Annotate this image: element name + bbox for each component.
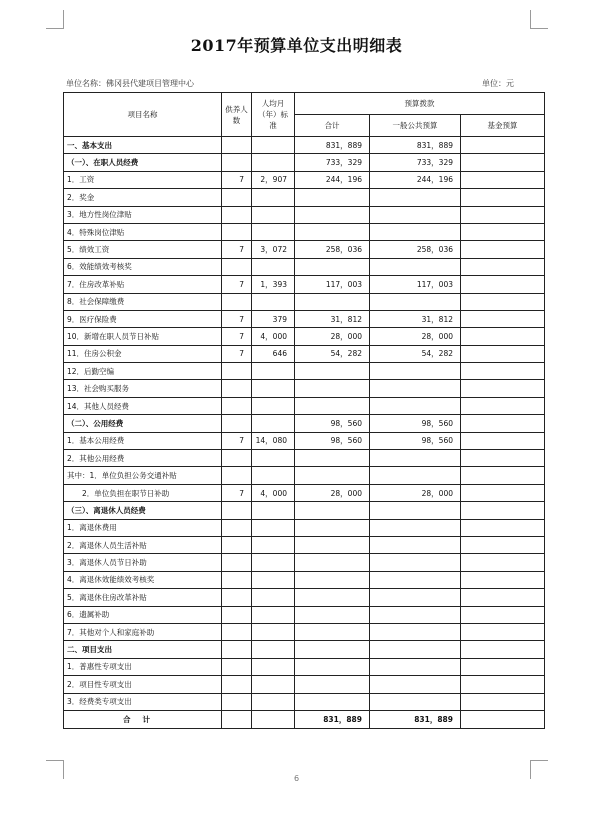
fund-budget-cell bbox=[461, 380, 545, 397]
table-row bbox=[64, 189, 545, 206]
header-fund-budget: 基金预算 bbox=[461, 115, 545, 137]
standard-cell bbox=[252, 502, 295, 519]
fund-budget-cell bbox=[461, 345, 545, 362]
standard-cell bbox=[252, 676, 295, 693]
fund-budget-cell bbox=[461, 658, 545, 675]
general-budget-cell: 28，000 bbox=[370, 484, 461, 501]
general-budget-cell: 733，329 bbox=[370, 154, 461, 171]
general-budget-cell: 831，889 bbox=[370, 137, 461, 154]
total-cell bbox=[295, 623, 370, 640]
fund-budget-cell bbox=[461, 519, 545, 536]
item-name-cell: 7．住房改革补贴 bbox=[64, 276, 222, 293]
table-row bbox=[64, 467, 545, 484]
staff-count-cell bbox=[222, 658, 252, 675]
crop-mark-top-right bbox=[530, 10, 548, 29]
general-budget-cell bbox=[370, 189, 461, 206]
item-name-cell: 5．绩效工资 bbox=[64, 241, 222, 258]
general-budget-cell bbox=[370, 502, 461, 519]
standard-cell bbox=[252, 293, 295, 310]
fund-budget-cell bbox=[461, 415, 545, 432]
general-budget-cell bbox=[370, 467, 461, 484]
table-row bbox=[64, 258, 545, 275]
budget-table bbox=[63, 92, 545, 729]
header-staff-count: 供养人数 bbox=[222, 93, 252, 137]
staff-count-cell bbox=[222, 397, 252, 414]
item-name-cell: 8．社会保障缴费 bbox=[64, 293, 222, 310]
fund-budget-cell bbox=[461, 484, 545, 501]
table-row bbox=[64, 276, 545, 293]
staff-count-cell: 7 bbox=[222, 171, 252, 188]
staff-count-cell bbox=[222, 606, 252, 623]
staff-count-cell: 7 bbox=[222, 484, 252, 501]
table-row bbox=[64, 328, 545, 345]
standard-cell bbox=[252, 554, 295, 571]
table-row bbox=[64, 154, 545, 171]
general-budget-cell: 258，036 bbox=[370, 241, 461, 258]
fund-budget-cell bbox=[461, 606, 545, 623]
staff-count-cell bbox=[222, 554, 252, 571]
total-standard-cell bbox=[252, 710, 295, 728]
fund-budget-cell bbox=[461, 641, 545, 658]
staff-count-cell bbox=[222, 467, 252, 484]
general-budget-cell bbox=[370, 293, 461, 310]
item-name-cell: 二、项目支出 bbox=[64, 641, 222, 658]
staff-count-cell bbox=[222, 693, 252, 710]
table-row bbox=[64, 397, 545, 414]
item-name-cell: 14．其他人员经费 bbox=[64, 397, 222, 414]
total-cell bbox=[295, 397, 370, 414]
fund-budget-cell bbox=[461, 258, 545, 275]
item-name-cell: 6．遗属补助 bbox=[64, 606, 222, 623]
staff-count-cell: 7 bbox=[222, 432, 252, 449]
table-header bbox=[64, 93, 545, 137]
general-budget-cell bbox=[370, 397, 461, 414]
page-number: 6 bbox=[293, 774, 300, 783]
staff-count-cell: 7 bbox=[222, 328, 252, 345]
total-cell: 831，889 bbox=[295, 137, 370, 154]
fund-budget-cell bbox=[461, 206, 545, 223]
general-budget-cell bbox=[370, 658, 461, 675]
fund-budget-cell bbox=[461, 467, 545, 484]
staff-count-cell bbox=[222, 589, 252, 606]
total-cell bbox=[295, 380, 370, 397]
standard-cell bbox=[252, 658, 295, 675]
standard-cell bbox=[252, 189, 295, 206]
fund-budget-cell bbox=[461, 554, 545, 571]
total-cell bbox=[295, 676, 370, 693]
item-name-cell: 7．其他对个人和家庭补助 bbox=[64, 623, 222, 640]
header-item-name: 项目名称 bbox=[64, 93, 222, 137]
item-name-cell: （三）、离退休人员经费 bbox=[64, 502, 222, 519]
standard-cell bbox=[252, 380, 295, 397]
total-cell bbox=[295, 293, 370, 310]
total-cell: 54，282 bbox=[295, 345, 370, 362]
unit-currency: 单位：元 bbox=[482, 79, 514, 88]
staff-count-cell bbox=[222, 293, 252, 310]
table-row bbox=[64, 137, 545, 154]
general-budget-cell: 54，282 bbox=[370, 345, 461, 362]
item-name-cell: 2．奖金 bbox=[64, 189, 222, 206]
staff-count-cell bbox=[222, 450, 252, 467]
general-budget-cell bbox=[370, 450, 461, 467]
total-cell bbox=[295, 223, 370, 240]
staff-count-cell bbox=[222, 154, 252, 171]
general-budget-cell bbox=[370, 554, 461, 571]
item-name-cell: 6．效能绩效考核奖 bbox=[64, 258, 222, 275]
standard-cell: 4，000 bbox=[252, 484, 295, 501]
general-budget-cell bbox=[370, 606, 461, 623]
standard-cell bbox=[252, 606, 295, 623]
item-name-cell: 3．地方性岗位津贴 bbox=[64, 206, 222, 223]
table-row bbox=[64, 450, 545, 467]
standard-cell: 646 bbox=[252, 345, 295, 362]
staff-count-cell bbox=[222, 258, 252, 275]
table-row bbox=[64, 693, 545, 710]
staff-count-cell bbox=[222, 137, 252, 154]
staff-count-cell bbox=[222, 571, 252, 588]
table-body bbox=[64, 137, 545, 711]
total-cell bbox=[295, 450, 370, 467]
standard-cell bbox=[252, 623, 295, 640]
standard-cell bbox=[252, 154, 295, 171]
fund-budget-cell bbox=[461, 276, 545, 293]
item-name-cell: 3．经费类专项支出 bbox=[64, 693, 222, 710]
general-budget-cell bbox=[370, 623, 461, 640]
item-name-cell: 4．特殊岗位津贴 bbox=[64, 223, 222, 240]
total-cell bbox=[295, 571, 370, 588]
item-name-cell: 2．其他公用经费 bbox=[64, 450, 222, 467]
item-name-cell: 4．离退休效能绩效考核奖 bbox=[64, 571, 222, 588]
total-cell bbox=[295, 258, 370, 275]
table-row bbox=[64, 293, 545, 310]
fund-budget-cell bbox=[461, 310, 545, 327]
total-fund-cell bbox=[461, 710, 545, 728]
item-name-cell: 3．离退休人员节日补助 bbox=[64, 554, 222, 571]
standard-cell bbox=[252, 415, 295, 432]
item-name-cell: 5．离退休住房改革补贴 bbox=[64, 589, 222, 606]
staff-count-cell bbox=[222, 502, 252, 519]
header-total: 合计 bbox=[295, 115, 370, 137]
total-cell bbox=[295, 536, 370, 553]
page-title: 2017年预算单位支出明细表 bbox=[190, 36, 403, 55]
table-row bbox=[64, 658, 545, 675]
standard-cell bbox=[252, 693, 295, 710]
staff-count-cell bbox=[222, 676, 252, 693]
staff-count-cell: 7 bbox=[222, 345, 252, 362]
table-row bbox=[64, 554, 545, 571]
fund-budget-cell bbox=[461, 363, 545, 380]
staff-count-cell bbox=[222, 641, 252, 658]
total-cell bbox=[295, 658, 370, 675]
staff-count-cell bbox=[222, 536, 252, 553]
fund-budget-cell bbox=[461, 450, 545, 467]
fund-budget-cell bbox=[461, 536, 545, 553]
item-name-cell: 12．后勤空编 bbox=[64, 363, 222, 380]
fund-budget-cell bbox=[461, 502, 545, 519]
total-cell bbox=[295, 467, 370, 484]
table-row bbox=[64, 502, 545, 519]
fund-budget-cell bbox=[461, 676, 545, 693]
total-cell: 733，329 bbox=[295, 154, 370, 171]
total-cell: 31，812 bbox=[295, 310, 370, 327]
total-cell: 98，560 bbox=[295, 432, 370, 449]
general-budget-cell bbox=[370, 206, 461, 223]
standard-cell bbox=[252, 137, 295, 154]
standard-cell bbox=[252, 397, 295, 414]
fund-budget-cell bbox=[461, 241, 545, 258]
unit-name: 单位名称：佛冈县代建项目管理中心 bbox=[66, 79, 194, 88]
item-name-cell: 2．离退休人员生活补贴 bbox=[64, 536, 222, 553]
general-budget-cell bbox=[370, 223, 461, 240]
table-row bbox=[64, 171, 545, 188]
total-cell bbox=[295, 502, 370, 519]
general-budget-cell: 98，560 bbox=[370, 415, 461, 432]
total-label: 合计 bbox=[64, 710, 222, 728]
general-budget-cell bbox=[370, 363, 461, 380]
total-cell bbox=[295, 606, 370, 623]
total-cell bbox=[295, 554, 370, 571]
total-amount: 831，889 bbox=[295, 710, 370, 728]
table-row bbox=[64, 432, 545, 449]
header-per-month-standard: 人均月（年）标准 bbox=[252, 93, 295, 137]
staff-count-cell: 7 bbox=[222, 276, 252, 293]
staff-count-cell bbox=[222, 519, 252, 536]
item-name-cell: 2．项目性专项支出 bbox=[64, 676, 222, 693]
item-name-cell: 11．住房公积金 bbox=[64, 345, 222, 362]
table-row bbox=[64, 345, 545, 362]
table-row bbox=[64, 589, 545, 606]
standard-cell bbox=[252, 450, 295, 467]
total-cell bbox=[295, 589, 370, 606]
total-row bbox=[64, 710, 545, 728]
standard-cell bbox=[252, 519, 295, 536]
item-name-cell: 1．普惠性专项支出 bbox=[64, 658, 222, 675]
standard-cell: 379 bbox=[252, 310, 295, 327]
general-budget-cell bbox=[370, 693, 461, 710]
fund-budget-cell bbox=[461, 623, 545, 640]
unit-info-line bbox=[66, 78, 544, 90]
fund-budget-cell bbox=[461, 693, 545, 710]
standard-cell bbox=[252, 363, 295, 380]
staff-count-cell bbox=[222, 189, 252, 206]
general-budget-cell bbox=[370, 536, 461, 553]
standard-cell bbox=[252, 467, 295, 484]
fund-budget-cell bbox=[461, 328, 545, 345]
standard-cell bbox=[252, 571, 295, 588]
fund-budget-cell bbox=[461, 189, 545, 206]
general-budget-cell bbox=[370, 571, 461, 588]
staff-count-cell: 7 bbox=[222, 241, 252, 258]
item-name-cell: 10．新增在职人员节日补贴 bbox=[64, 328, 222, 345]
standard-cell: 2，907 bbox=[252, 171, 295, 188]
total-cell: 117，003 bbox=[295, 276, 370, 293]
fund-budget-cell bbox=[461, 137, 545, 154]
total-cell bbox=[295, 206, 370, 223]
item-name-cell: 1．工资 bbox=[64, 171, 222, 188]
total-cell bbox=[295, 363, 370, 380]
staff-count-cell bbox=[222, 623, 252, 640]
fund-budget-cell bbox=[461, 589, 545, 606]
standard-cell: 14，080 bbox=[252, 432, 295, 449]
item-name-cell: 1．基本公用经费 bbox=[64, 432, 222, 449]
table-row bbox=[64, 606, 545, 623]
general-budget-cell: 28，000 bbox=[370, 328, 461, 345]
table-row bbox=[64, 623, 545, 640]
table-row bbox=[64, 641, 545, 658]
standard-cell bbox=[252, 641, 295, 658]
total-cell: 244，196 bbox=[295, 171, 370, 188]
table-row bbox=[64, 676, 545, 693]
item-name-cell: （一）、在职人员经费 bbox=[64, 154, 222, 171]
table-row bbox=[64, 536, 545, 553]
staff-count-cell bbox=[222, 380, 252, 397]
standard-cell: 3，072 bbox=[252, 241, 295, 258]
standard-cell bbox=[252, 206, 295, 223]
staff-count-cell bbox=[222, 363, 252, 380]
standard-cell bbox=[252, 223, 295, 240]
general-budget-cell: 98，560 bbox=[370, 432, 461, 449]
total-general-amount: 831，889 bbox=[370, 710, 461, 728]
fund-budget-cell bbox=[461, 432, 545, 449]
general-budget-cell bbox=[370, 258, 461, 275]
table-row bbox=[64, 380, 545, 397]
total-cell bbox=[295, 189, 370, 206]
general-budget-cell bbox=[370, 519, 461, 536]
table-row bbox=[64, 206, 545, 223]
staff-count-cell bbox=[222, 223, 252, 240]
standard-cell bbox=[252, 589, 295, 606]
standard-cell: 1，393 bbox=[252, 276, 295, 293]
table-row bbox=[64, 223, 545, 240]
general-budget-cell: 31，812 bbox=[370, 310, 461, 327]
header-budget-amount: 预算拨款 bbox=[295, 93, 545, 115]
item-name-cell: 9．医疗保险费 bbox=[64, 310, 222, 327]
general-budget-cell bbox=[370, 641, 461, 658]
total-cell: 258，036 bbox=[295, 241, 370, 258]
fund-budget-cell bbox=[461, 154, 545, 171]
item-name-cell: （二）、公用经费 bbox=[64, 415, 222, 432]
table-row bbox=[64, 571, 545, 588]
general-budget-cell: 244，196 bbox=[370, 171, 461, 188]
item-name-cell: 2．单位负担在职节日补助 bbox=[64, 484, 222, 501]
fund-budget-cell bbox=[461, 293, 545, 310]
table-row bbox=[64, 363, 545, 380]
table-row bbox=[64, 519, 545, 536]
general-budget-cell bbox=[370, 676, 461, 693]
item-name-cell: 一、基本支出 bbox=[64, 137, 222, 154]
general-budget-cell bbox=[370, 380, 461, 397]
standard-cell: 4，000 bbox=[252, 328, 295, 345]
total-cell bbox=[295, 641, 370, 658]
fund-budget-cell bbox=[461, 397, 545, 414]
fund-budget-cell bbox=[461, 171, 545, 188]
staff-count-cell bbox=[222, 206, 252, 223]
staff-count-cell bbox=[222, 415, 252, 432]
total-staff-cell bbox=[222, 710, 252, 728]
staff-count-cell: 7 bbox=[222, 310, 252, 327]
header-general-budget: 一般公共预算 bbox=[370, 115, 461, 137]
item-name-cell: 13．社会购买服务 bbox=[64, 380, 222, 397]
table-row bbox=[64, 310, 545, 327]
standard-cell bbox=[252, 536, 295, 553]
general-budget-cell bbox=[370, 589, 461, 606]
fund-budget-cell bbox=[461, 571, 545, 588]
total-cell: 28，000 bbox=[295, 328, 370, 345]
item-name-cell: 其中：1．单位负担公务交通补贴 bbox=[64, 467, 222, 484]
table-row bbox=[64, 415, 545, 432]
total-cell: 98，560 bbox=[295, 415, 370, 432]
fund-budget-cell bbox=[461, 223, 545, 240]
table-row bbox=[64, 484, 545, 501]
total-cell: 28，000 bbox=[295, 484, 370, 501]
table-row bbox=[64, 241, 545, 258]
crop-mark-top-left bbox=[46, 10, 64, 29]
standard-cell bbox=[252, 258, 295, 275]
item-name-cell: 1．离退休费用 bbox=[64, 519, 222, 536]
total-cell bbox=[295, 519, 370, 536]
total-cell bbox=[295, 693, 370, 710]
general-budget-cell: 117，003 bbox=[370, 276, 461, 293]
